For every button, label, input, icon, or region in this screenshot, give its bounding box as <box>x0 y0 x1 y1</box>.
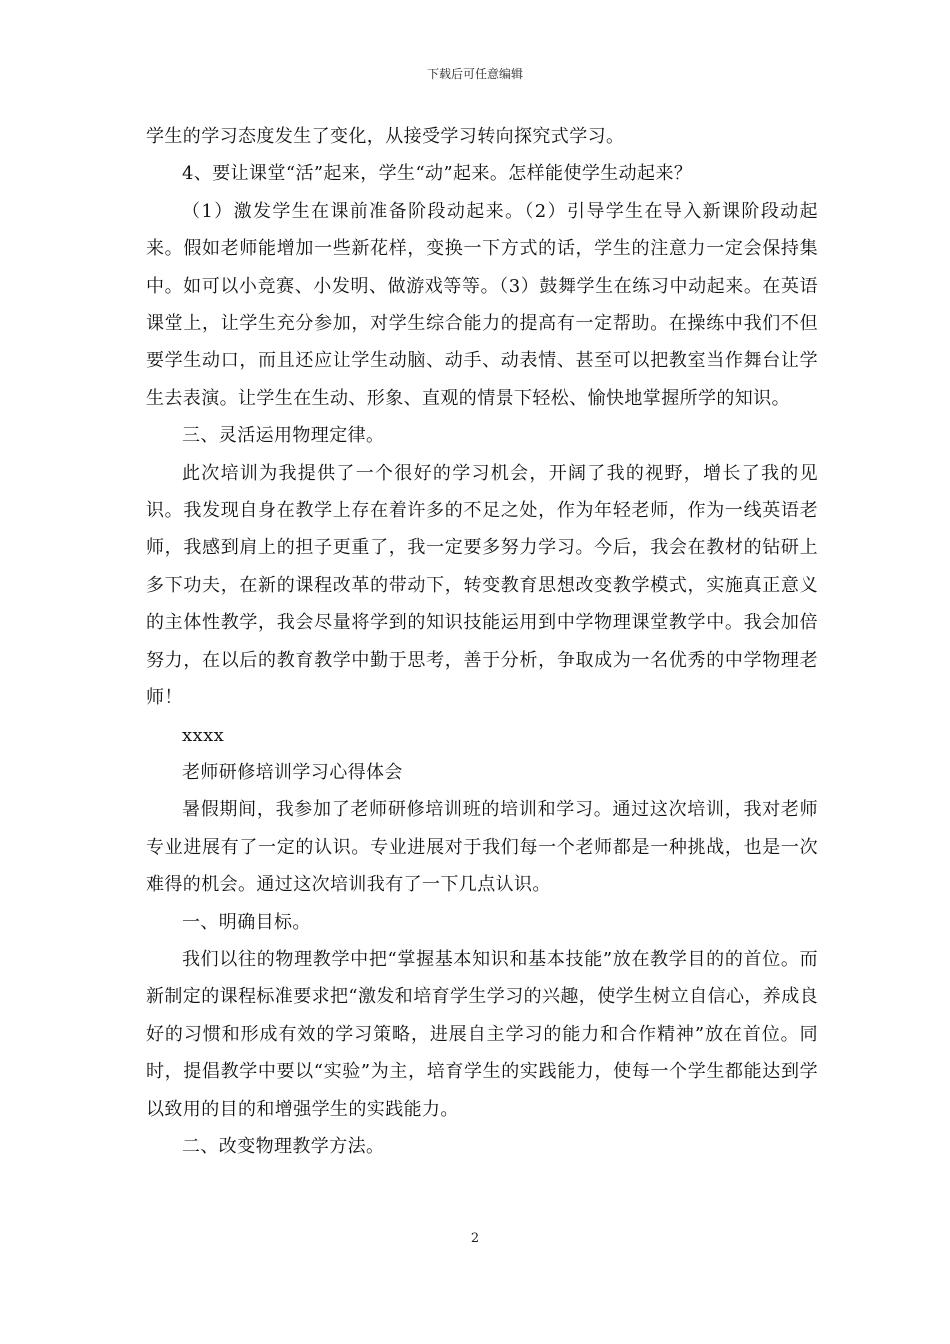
paragraph-goals: 我们以往的物理教学中把“掌握基本知识和基本技能”放在教学目的的首位。而新制定的课程标准要求把“激发和培育学生学习的兴趣，使学生树立自信心，养成良好的习惯和形成有效的学习策略，进展自主学习的能力和合作精神”放在首位。同时，提倡教学中要以“实验”为主，培育学生的实践能力，使每一个学生都能达到学以致用的目的和增强学生的实践能力。 <box>146 948 818 1120</box>
author-signature: xxxx <box>182 724 225 746</box>
paragraph-intro: 暑假期间，我参加了老师研修培训班的培训和学习。通过这次培训，我对老师专业进展有了一定的认识。专业进展对于我们每一个老师都是一种挑战，也是一次难得的机会。通过这次培训我有了一下几点认识。 <box>146 799 818 896</box>
page-number: 2 <box>470 1231 480 1246</box>
section-heading-1: 一、明确目标。 <box>182 911 311 933</box>
section-heading-2: 二、改变物理教学方法。 <box>182 1135 385 1157</box>
paragraph-conclusion: 此次培训为我提供了一个很好的学习机会，开阔了我的视野，增长了我的见识。我发现自身在教学上存在着许多的不足之处，作为年轻老师，作为一线英语老师，我感到肩上的担子更重了，我一定要多努力学习。今后，我会在教材的钻研上多下功夫，在新的课程改革的带动下，转变教育思想改变教学模式，实施真正意义的主体性教学，我会尽量将学到的知识技能运用到中学物理课堂教学中。我会加倍努力，在以后的教育教学中勤于思考，善于分析，争取成为一名优秀的中学物理老师！ <box>146 462 818 709</box>
article-title: 老师研修培训学习心得体会 <box>182 761 403 783</box>
document-body <box>146 118 818 1165</box>
paragraph-point-4: 4、要让课堂“活”起来，学生“动”起来。怎样能使学生动起来？ <box>182 163 693 185</box>
page-header: 下载后可任意编辑 <box>426 67 523 81</box>
paragraph-continuation: 学生的学习态度发生了变化，从接受学习转向探究式学习。 <box>146 126 625 147</box>
paragraph-point-4-details: （1）激发学生在课前准备阶段动起来。（2）引导学生在导入新课阶段动起来。假如老师能增加一些新花样，变换一下方式的话，学生的注意力一定会保持集中。如可以小竞赛、小发明、做游戏等等。（3）鼓舞学生在练习中动起来。在英语课堂上，让学生充分参加，对学生综合能力的提高有一定帮助。在操练中我们不但要学生动口，而且还应让学生动脑、动手、动表情、甚至可以把教室当作舞台让学生去表演。让学生在生动、形象、直观的情景下轻松、愉快地掌握所学的知识。 <box>146 200 818 409</box>
section-heading-3: 三、灵活运用物理定律。 <box>182 425 385 447</box>
